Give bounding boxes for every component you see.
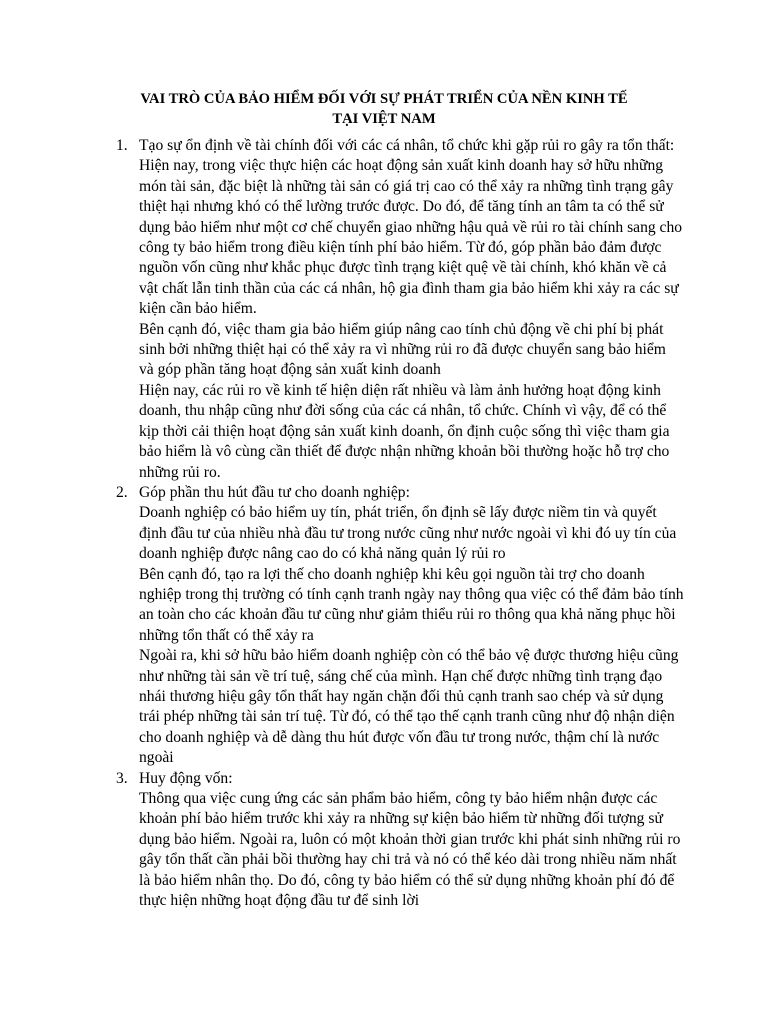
paragraph: Hiện nay, các rủi ro về kinh tế hiện diện rất nhiều và làm ảnh hưởng hoạt động kinh doanh, thu nhập cũng như đời sống của các cá nhân, tổ chức. Chính vì vậy, để có thể kịp thời cải thiện hoạt động sản xuất kinh doanh, ổn định cuộc sống thì việc tham gia bảo hiểm là vô cùng cần thiết để được nhận những khoản bồi thường hoặc hỗ trợ cho những rủi ro. (139, 381, 670, 481)
numbered-list (0, 136, 768, 911)
list-item-3 (0, 769, 684, 912)
list-item-number: 3. (116, 769, 128, 787)
paragraph: Ngoài ra, khi sở hữu bảo hiểm doanh nghiệp còn có thể bảo vệ được thương hiệu cũng như những tài sản về trí tuệ, sáng chế của mình. Hạn chế được những tình trạng đạo nhái thương hiệu gây tổn thất hay ngăn chặn đối thủ cạnh tranh sao chép và sử dụng trái phép những tài sản trí tuệ. Từ đó, có thể tạo thế cạnh tranh cũng như độ nhận diện cho doanh nghiệp và dễ dàng thu hút được vốn đầu tư trong nước, thậm chí là nước ngoài (139, 647, 679, 767)
list-item-heading: Tạo sự ổn định về tài chính đối với các cá nhân, tổ chức khi gặp rủi ro gây ra tổn thất: (139, 137, 675, 154)
list-item-heading: Huy động vốn: (139, 769, 233, 787)
paragraph: Bên cạnh đó, việc tham gia bảo hiểm giúp nâng cao tính chủ động về chi phí bị phát sinh bởi những thiệt hại có thể xảy ra vì những rủi ro đã được chuyển sang bảo hiểm và góp phần tăng hoạt động sản xuất kinh doanh (139, 320, 666, 379)
title-line-1: VAI TRÒ CỦA BẢO HIỂM ĐỐI VỚI SỰ PHÁT TRIỂN CỦA NỀN KINH TẾ (140, 91, 628, 107)
paragraph: Hiện nay, trong việc thực hiện các hoạt động sản xuất kinh doanh hay sở hữu những món tài sản, đặc biệt là những tài sản có giá trị cao có thể xảy ra những tình trạng gây thiệt hại nhưng khó có thể lường trước được. Do đó, để tăng tính an tâm ta có thể sử dụng bảo hiểm như một cơ chế chuyển giao những hậu quả về rủi ro tài chính sang cho công ty bảo hiểm trong điều kiện tính phí bảo hiểm. Từ đó, góp phần bảo đảm được nguồn vốn cũng như khắc phục được tình trạng kiệt quệ về tài chính, khó khăn về cả vật chất lẫn tinh thần của các cá nhân, hộ gia đình tham gia bảo hiểm khi xảy ra các sự kiện cần bảo hiểm. (139, 157, 683, 318)
list-item-2 (0, 483, 684, 769)
list-item-number: 2. (116, 483, 128, 501)
paragraph: Thông qua việc cung ứng các sản phẩm bảo hiểm, công ty bảo hiểm nhận được các khoản phí bảo hiểm trước khi xảy ra những sự kiện bảo hiểm từ những đối tượng sử dụng bảo hiểm. Ngoài ra, luôn có một khoản thời gian trước khi phát sinh những rủi ro gây tổn thất cần phải bồi thường hay chi trả và nó có thể kéo dài trong nhiều năm nhất là bảo hiểm nhân thọ. Do đó, công ty bảo hiểm có thể sử dụng những khoản phí đó để thực hiện những hoạt động đầu tư để sinh lời (139, 790, 681, 910)
list-item-number: 1. (116, 137, 128, 154)
list-item-1 (0, 136, 684, 483)
document-title (80, 89, 688, 129)
paragraph: Bên cạnh đó, tạo ra lợi thế cho doanh nghiệp khi kêu gọi nguồn tài trợ cho doanh nghiệp trong thị trường có tính cạnh tranh ngày nay thông qua việc có thể đảm bảo tính an toàn cho các khoản đầu tư cũng như giảm thiểu rủi ro thông qua khả năng phục hồi những tổn thất có thể xảy ra (139, 565, 684, 644)
title-line-2: TẠI VIỆT NAM (332, 111, 436, 127)
list-item-heading: Góp phần thu hút đầu tư cho doanh nghiệp: (139, 483, 410, 501)
paragraph: Doanh nghiệp có bảo hiểm uy tín, phát triển, ổn định sẽ lấy được niềm tin và quyết định đầu tư của nhiều nhà đầu tư trong nước cũng như nước ngoài vì khi đó uy tín của doanh nghiệp được nâng cao do có khả năng quản lý rủi ro (139, 504, 677, 563)
